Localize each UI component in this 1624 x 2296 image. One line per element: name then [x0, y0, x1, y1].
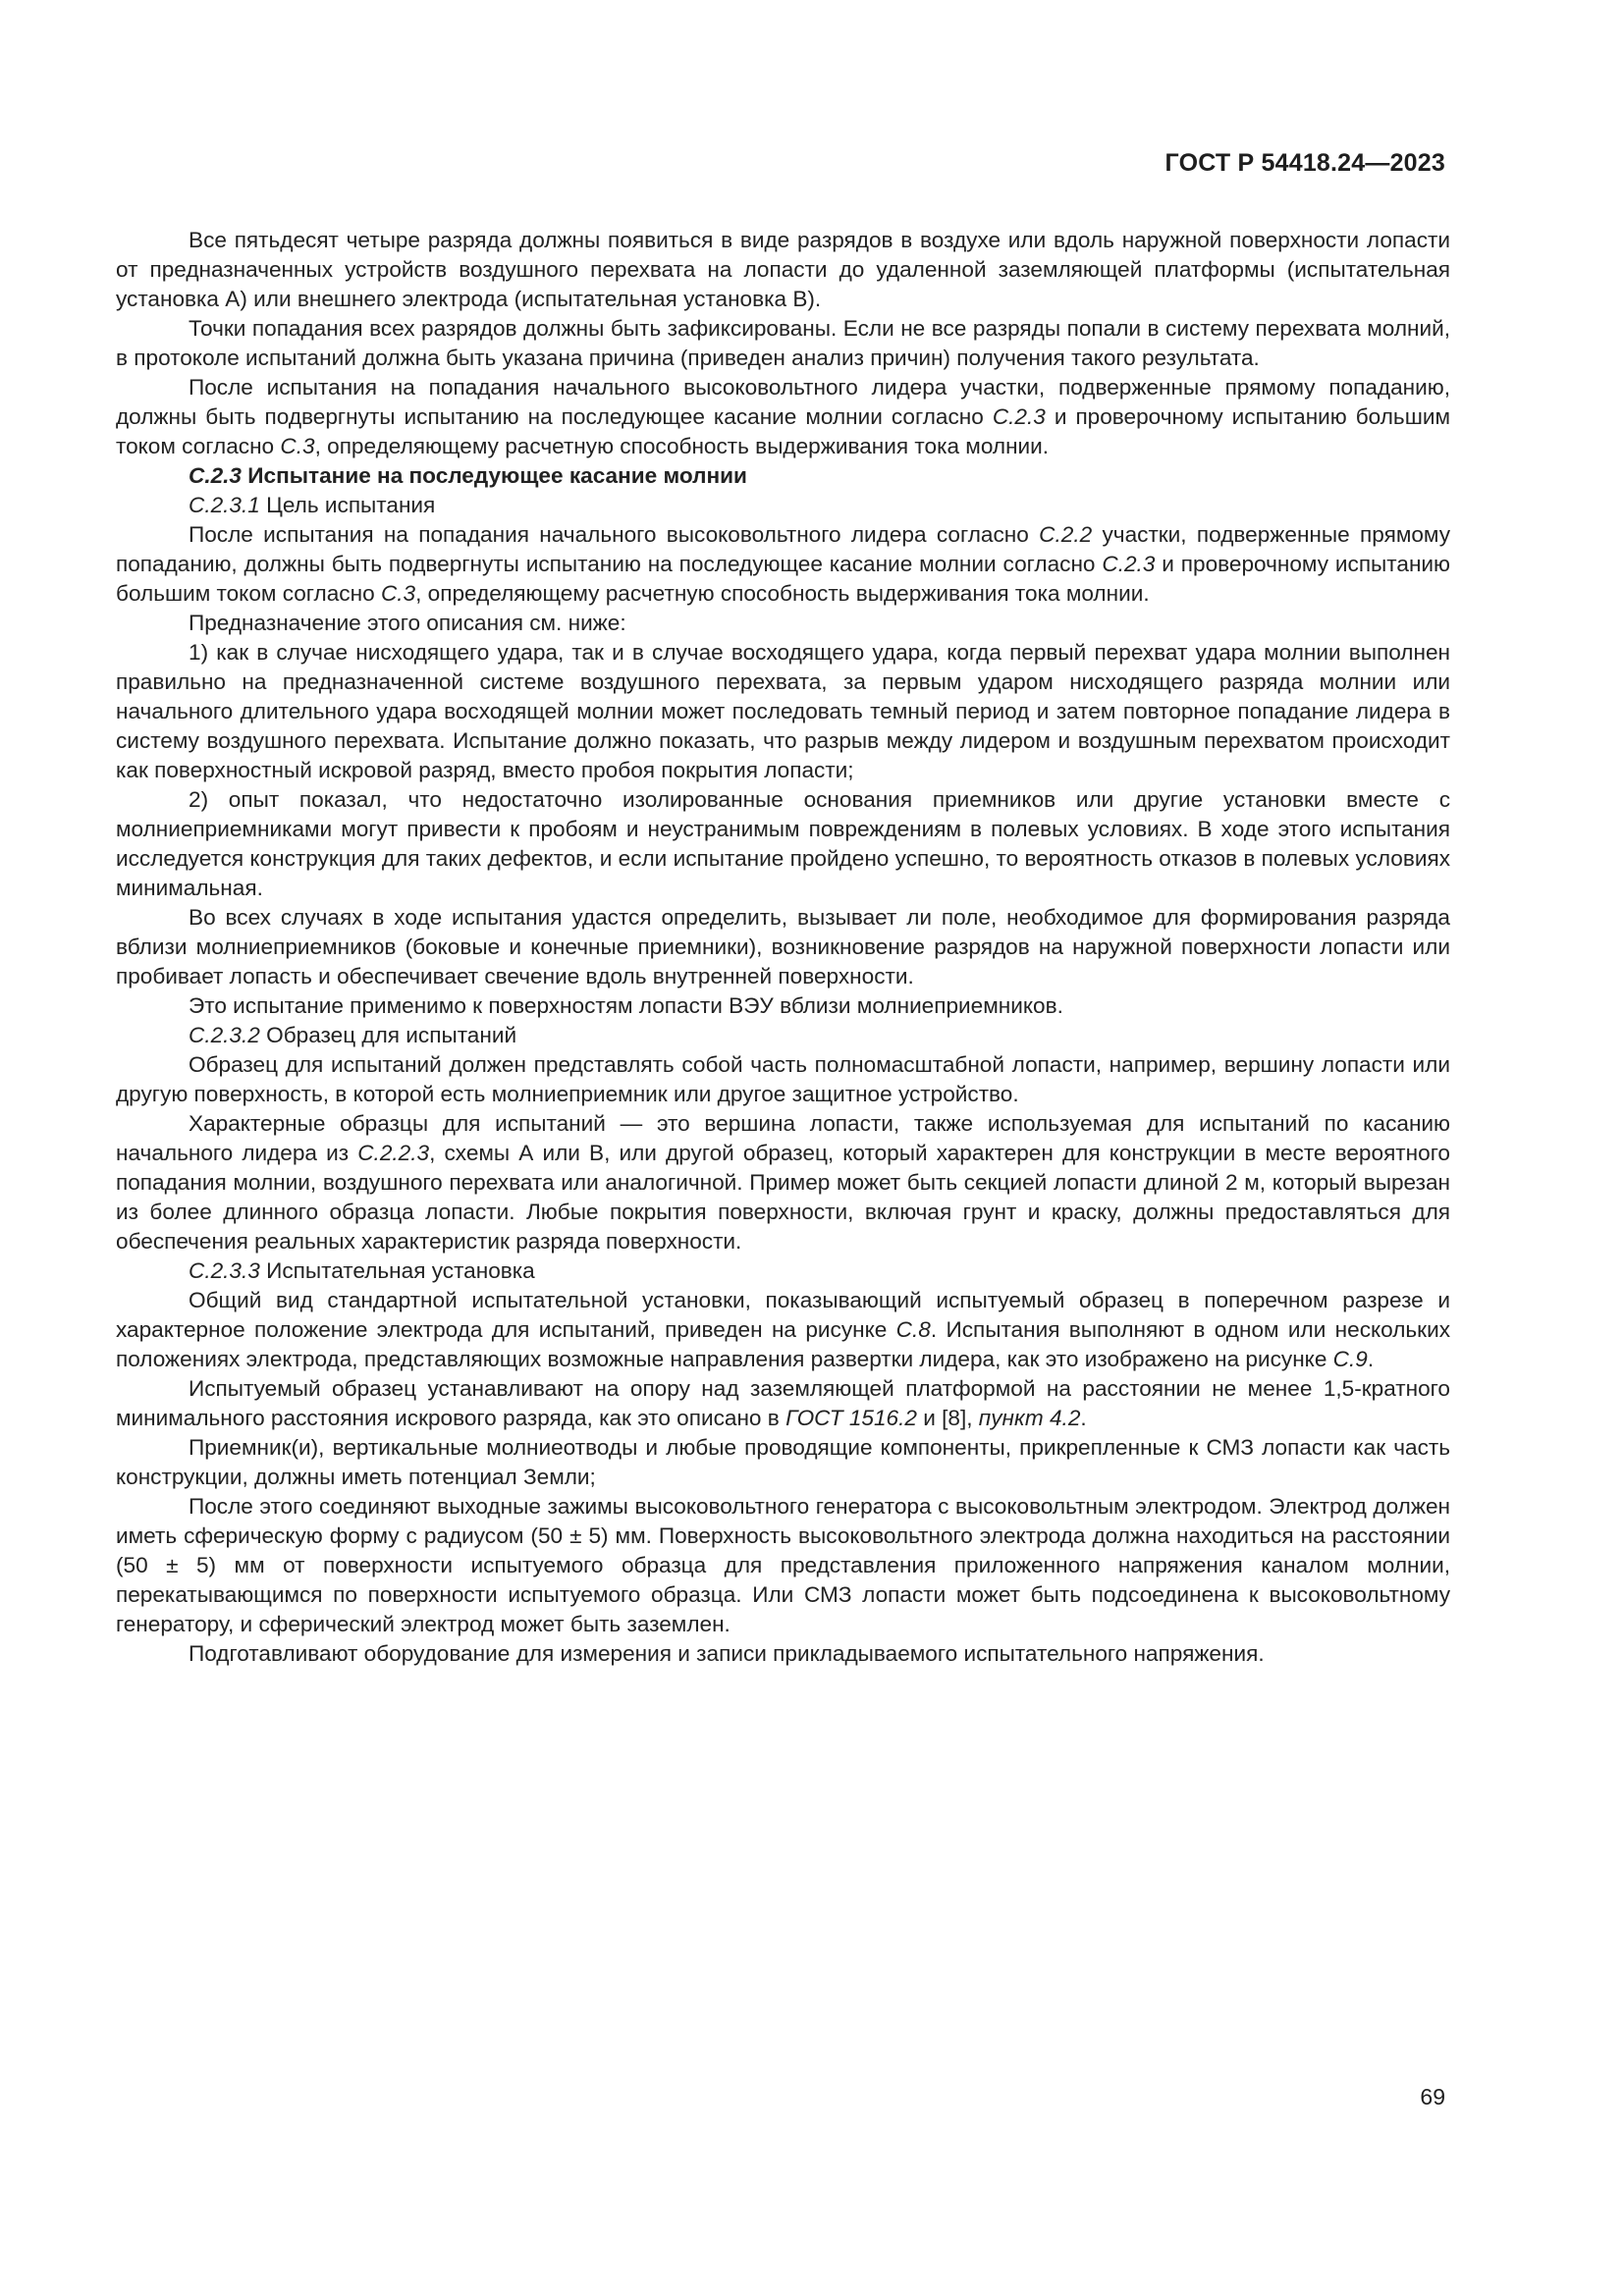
paragraph: Точки попадания всех разрядов должны быть зафиксированы. Если не все разряды попали в систему перехвата молний, в протоколе испытаний должна быть указана причина (приведен анализ причин) получения такого результата. [116, 316, 1450, 370]
paragraph: Испытуемый образец устанавливают на опору над заземляющей платформой на расстоянии не менее 1,5-кратного минимального расстояния искрового разряда, как это описано в ГОСТ 1516.2 и [8], пункт 4.2. [116, 1376, 1450, 1430]
reference: ГОСТ 1516.2 [785, 1406, 917, 1430]
paragraph: Приемник(и), вертикальные молниеотводы и любые проводящие компоненты, прикрепленные к СМЗ лопасти как часть конструкции, должны иметь потенциал Земли; [116, 1435, 1450, 1489]
subsection-title: Цель испытания [259, 493, 436, 517]
document-code: ГОСТ Р 54418.24—2023 [1164, 149, 1445, 177]
paragraph: После испытания на попадания начального высоковольтного лидера участки, подверженные прямому попаданию, должны быть подвергнуты испытанию на последующее касание молнии согласно С.2.3 и проверочному испытанию большим током согласно С.3, определяющему расчетную способность выдерживания тока молнии. [116, 375, 1450, 458]
reference: С.2.2.3 [357, 1141, 430, 1165]
paragraph: Это испытание применимо к поверхностям лопасти ВЭУ вблизи молниеприемников. [189, 993, 1063, 1018]
reference: С.9 [1332, 1347, 1368, 1371]
subsection-title: Образец для испытаний [259, 1023, 517, 1047]
reference: С.2.3 [1102, 552, 1156, 576]
subsection-number: С.2.3.2 [189, 1023, 260, 1047]
subsection-title: Испытательная установка [259, 1258, 535, 1283]
document-body [116, 226, 1450, 1669]
paragraph: Предназначение этого описания см. ниже: [189, 611, 626, 635]
subsection-number: С.2.3.1 [189, 493, 260, 517]
paragraph: Во всех случаях в ходе испытания удастся определить, вызывает ли поле, необходимое для формирования разряда вблизи молниеприемников (боковые и конечные приемники), возникновение разрядов на наружной поверхности лопасти или пробивает лопасть и обеспечивает свечение вдоль внутренней поверхности. [116, 905, 1450, 988]
paragraph: Общий вид стандартной испытательной установки, показывающий испытуемый образец в поперечном разрезе и характерное положение электрода для испытаний, приведен на рисунке С.8. Испытания выполняют в одном или нескольких положениях электрода, представляющих возможные направления развертки лидера, как это изображено на рисунке С.9. [116, 1288, 1450, 1371]
paragraph: Образец для испытаний должен представлять собой часть полномасштабной лопасти, например, вершину лопасти или другую поверхность, в которой есть молниеприемник или другое защитное устройство. [116, 1052, 1450, 1106]
paragraph: Характерные образцы для испытаний — это вершина лопасти, также используемая для испытаний по касанию начального лидера из С.2.2.3, схемы А или В, или другой образец, который характерен для конструкции в месте вероятного попадания молнии, воздушного перехвата или аналогичной. Пример может быть секцией лопасти длиной 2 м, который вырезан из более длинного образца лопасти. Любые покрытия поверхности, включая грунт и краску, должны предоставляться для обеспечения реальных характеристик разряда поверхности. [116, 1111, 1451, 1254]
subsection-heading [116, 1021, 1450, 1050]
subsection-heading [116, 1256, 1450, 1286]
page-number: 69 [1420, 2084, 1445, 2109]
paragraph: После этого соединяют выходные зажимы высоковольтного генератора с высоковольтным электродом. Электрод должен иметь сферическую форму с радиусом (50 ± 5) мм. Поверхность высоковольтного электрода должна находиться на расстоянии (50 ± 5) мм от поверхности испытуемого образца для представления приложенного напряжения каналом молнии, перекатывающимся по поверхности испытуемого образца. Или СМЗ лопасти может быть подсоединена к высоковольтному генератору, и сферический электрод может быть заземлен. [116, 1494, 1450, 1636]
subsection-number: С.2.3.3 [189, 1258, 260, 1283]
list-item: 2) опыт показал, что недостаточно изолированные основания приемников или другие установки вместе с молниеприемниками могут привести к пробоям и неустранимым повреждениям в полевых условиях. В ходе этого испытания исследуется конструкция для таких дефектов, и если испытание пройдено успешно, то вероятность отказов в полевых условиях минимальная. [116, 787, 1450, 900]
list-item: 1) как в случае нисходящего удара, так и в случае восходящего удара, когда первый перехват удара молнии выполнен правильно на предназначенной системе воздушного перехвата, за первым ударом нисходящего разряда молнии или начального длительного удара восходящей молнии может последовать темный период и затем повторное попадание лидера в систему воздушного перехвата. Испытание должно показать, что разрыв между лидером и воздушным перехватом происходит как поверхностный искровой разряд, вместо пробоя покрытия лопасти; [116, 640, 1450, 782]
paragraph: Подготавливают оборудование для измерения и записи прикладываемого испытательного напряжения. [189, 1641, 1265, 1666]
section-number: С.2.3 [189, 463, 243, 488]
reference: С.3 [380, 581, 416, 606]
subsection-heading [116, 491, 1450, 520]
paragraph: Все пятьдесят четыре разряда должны появиться в виде разрядов в воздухе или вдоль наружной поверхности лопасти от предназначенных устройств воздушного перехвата на лопасти до удаленной заземляющей платформы (испытательная установка А) или внешнего электрода (испытательная установка В). [116, 228, 1450, 311]
reference: С.3 [280, 434, 315, 458]
paragraph: После испытания на попадания начального высоковольтного лидера согласно С.2.2 участки, подверженные прямому попаданию, должны быть подвергнуты испытанию на последующее касание молнии согласно С.2.3 и проверочному испытанию большим током согласно С.3, определяющему расчетную способность выдерживания тока молнии. [116, 522, 1450, 606]
reference: С.8 [895, 1317, 931, 1342]
reference: пункт 4.2 [978, 1406, 1081, 1430]
section-heading [116, 461, 1450, 491]
section-title: Испытание на последующее касание молнии [242, 463, 747, 488]
reference: С.2.3 [992, 404, 1046, 429]
reference: С.2.2 [1039, 522, 1093, 547]
